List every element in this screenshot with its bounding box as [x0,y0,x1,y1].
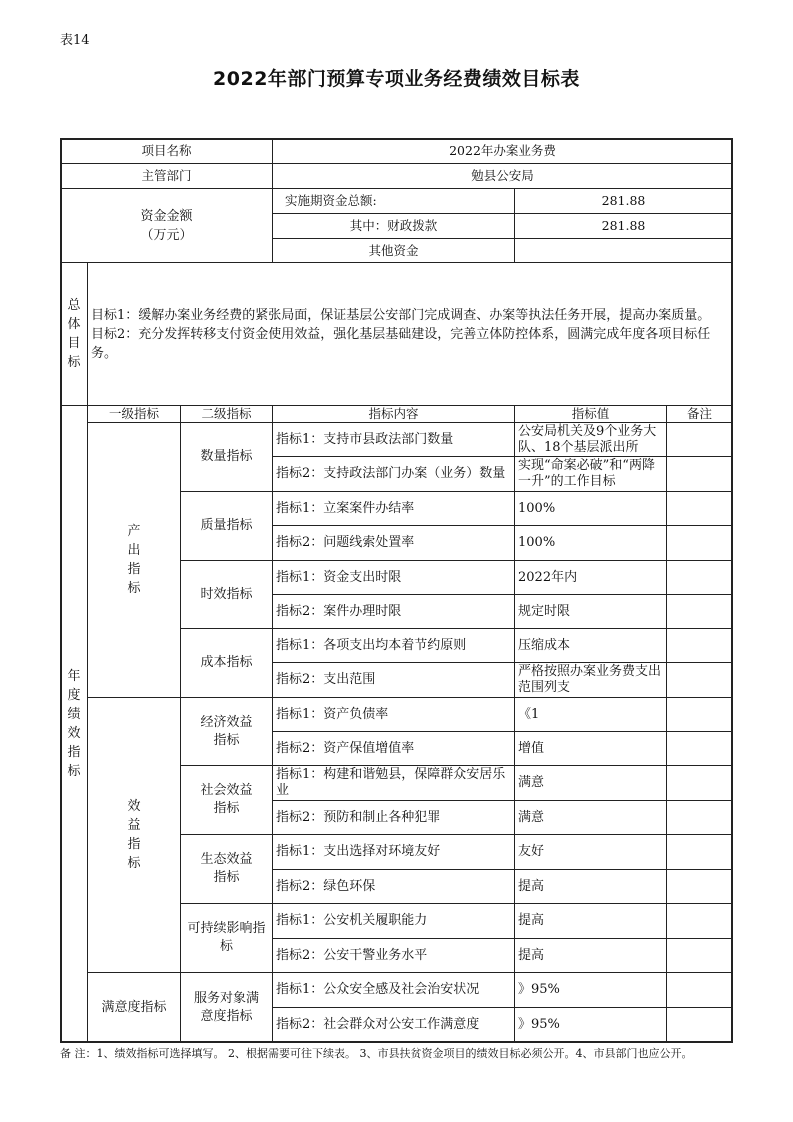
indicator-value: 友好 [514,834,667,870]
level1-benefit-char: 效 [127,799,141,814]
level2-indicator: 社会效益指标 [180,765,273,835]
overall-goal-label [60,262,88,406]
overall-goal-text-2: 目标2：充分发挥转移支付资金使用效益，强化基层基础建设，完善立体防控体系，圆满完成年度各项目标任务。 [91,326,711,361]
annual-indicators-label [60,405,88,1043]
level1-benefit-char: 指 [127,837,141,852]
indicator-note [666,697,733,732]
header-level1: 一级指标 [87,405,181,423]
level1-output-char: 出 [127,543,141,558]
level2-indicator: 生态效益指标 [180,834,273,904]
level1-benefit [87,697,181,973]
indicator-value: 提高 [514,938,667,973]
fiscal-funds-value: 281.88 [514,213,733,239]
annual-indicators-label-char: 标 [67,764,81,779]
indicator-value: 压缩成本 [514,628,667,663]
indicator-content: 指标2：支出范围 [272,662,515,698]
indicator-value: 2022年内 [514,560,667,595]
indicator-value: 100% [514,491,667,526]
annual-indicators-label-char: 年 [67,669,81,684]
level1-output-char: 标 [127,581,141,596]
level1-output-char: 指 [127,562,141,577]
table-number: 表14 [60,33,90,48]
indicator-note [666,800,733,835]
level2-indicator: 数量指标 [180,422,273,492]
overall-goal-label-char: 标 [67,355,81,370]
fund-amount-label-line: （万元） [140,227,193,243]
indicator-content: 指标2：预防和制止各种犯罪 [272,800,515,835]
indicator-note [666,594,733,629]
indicator-content: 指标2：支持政法部门办案（业务）数量 [272,456,515,492]
fund-amount-label-line: 资金金额 [140,208,193,224]
indicator-note [666,525,733,561]
other-funds-value [514,238,733,263]
indicator-value: 》95% [514,972,667,1008]
level1-output [87,422,181,698]
indicator-value: 规定时限 [514,594,667,629]
indicator-note [666,491,733,526]
indicator-note [666,972,733,1008]
level2-indicator: 成本指标 [180,628,273,698]
level1-benefit-char: 益 [127,818,141,833]
indicator-note [666,834,733,870]
indicator-note [666,422,733,457]
department-label: 主管部门 [60,163,273,189]
department-value: 勉县公安局 [272,163,733,189]
indicator-content: 指标1：各项支出均本着节约原则 [272,628,515,663]
indicator-note [666,903,733,939]
level1-satisfaction: 满意度指标 [87,972,181,1043]
level2-indicator: 服务对象满意度指标 [180,972,273,1043]
indicator-content: 指标1：公安机关履职能力 [272,903,515,939]
header-level2: 二级指标 [180,405,273,423]
other-funds-label: 其他资金 [272,238,515,263]
indicator-note [666,1007,733,1043]
indicator-value: 满意 [514,765,667,801]
indicator-content: 指标1：资产负债率 [272,697,515,732]
indicator-content: 指标1：支出选择对环境友好 [272,834,515,870]
indicator-content: 指标2：绿色环保 [272,869,515,904]
header-value: 指标值 [514,405,667,423]
level2-indicator: 经济效益指标 [180,697,273,766]
annual-indicators-label-char: 度 [67,688,81,703]
annual-indicators-label-char: 指 [67,745,81,760]
overall-goal-label-char: 目 [67,336,81,351]
indicator-note [666,456,733,492]
level1-output-char: 产 [127,524,141,539]
indicator-value: 100% [514,525,667,561]
overall-goal-label-char: 总 [67,298,81,313]
indicator-note [666,731,733,766]
indicator-content: 指标1：支持市县政法部门数量 [272,422,515,457]
indicator-value: 公安局机关及9个业务大队、18个基层派出所 [514,422,667,457]
indicator-note [666,938,733,973]
level2-indicator: 时效指标 [180,560,273,629]
fiscal-funds-label: 其中：财政拨款 [272,213,515,239]
indicator-content: 指标1：资金支出时限 [272,560,515,595]
header-content: 指标内容 [272,405,515,423]
annual-indicators-label-char: 效 [67,726,81,741]
indicator-value: 《1 [514,697,667,732]
page-title: 2022年部门预算专项业务经费绩效目标表 [213,68,580,90]
indicator-value: 提高 [514,903,667,939]
indicator-value: 严格按照办案业务费支出范围列支 [514,662,667,698]
indicator-content: 指标1：构建和谐勉县，保障群众安居乐业 [272,765,515,801]
indicator-value: 实现“命案必破”和“两降一升”的工作目标 [514,456,667,492]
header-note: 备注 [666,405,733,423]
annual-indicators-label-char: 绩 [67,707,81,722]
level2-indicator: 可持续影响指标 [180,903,273,973]
fund-amount-label [60,188,273,263]
level1-benefit-char: 标 [127,856,141,871]
indicator-content: 指标2：问题线索处置率 [272,525,515,561]
indicator-content: 指标2：案件办理时限 [272,594,515,629]
indicator-note [666,765,733,801]
footnote: 备 注：1、绩效指标可选择填写。 2、根据需要可往下续表。 3、市县扶贫资金项目的绩效目标必须公开。4、市县部门也应公开。 [60,1047,693,1060]
level2-indicator: 质量指标 [180,491,273,561]
indicator-content: 指标2：社会群众对公安工作满意度 [272,1007,515,1043]
indicator-note [666,869,733,904]
project-name-label: 项目名称 [60,138,273,164]
overall-goal-text [87,262,733,406]
indicator-content: 指标2：资产保值增值率 [272,731,515,766]
total-funds-value: 281.88 [514,188,733,214]
indicator-content: 指标2：公安干警业务水平 [272,938,515,973]
indicator-value: 》95% [514,1007,667,1043]
indicator-content: 指标1：公众安全感及社会治安状况 [272,972,515,1008]
indicator-value: 提高 [514,869,667,904]
total-funds-label: 实施期资金总额: [272,188,515,214]
project-name-value: 2022年办案业务费 [272,138,733,164]
overall-goal-label-char: 体 [67,317,81,332]
overall-goal-text-1: 目标1：缓解办案业务经费的紧张局面，保证基层公安部门完成调查、办案等执法任务开展，提高办案质量。 [91,307,711,323]
indicator-note [666,560,733,595]
indicator-value: 增值 [514,731,667,766]
indicator-note [666,662,733,698]
indicator-content: 指标1：立案案件办结率 [272,491,515,526]
indicator-value: 满意 [514,800,667,835]
indicator-note [666,628,733,663]
